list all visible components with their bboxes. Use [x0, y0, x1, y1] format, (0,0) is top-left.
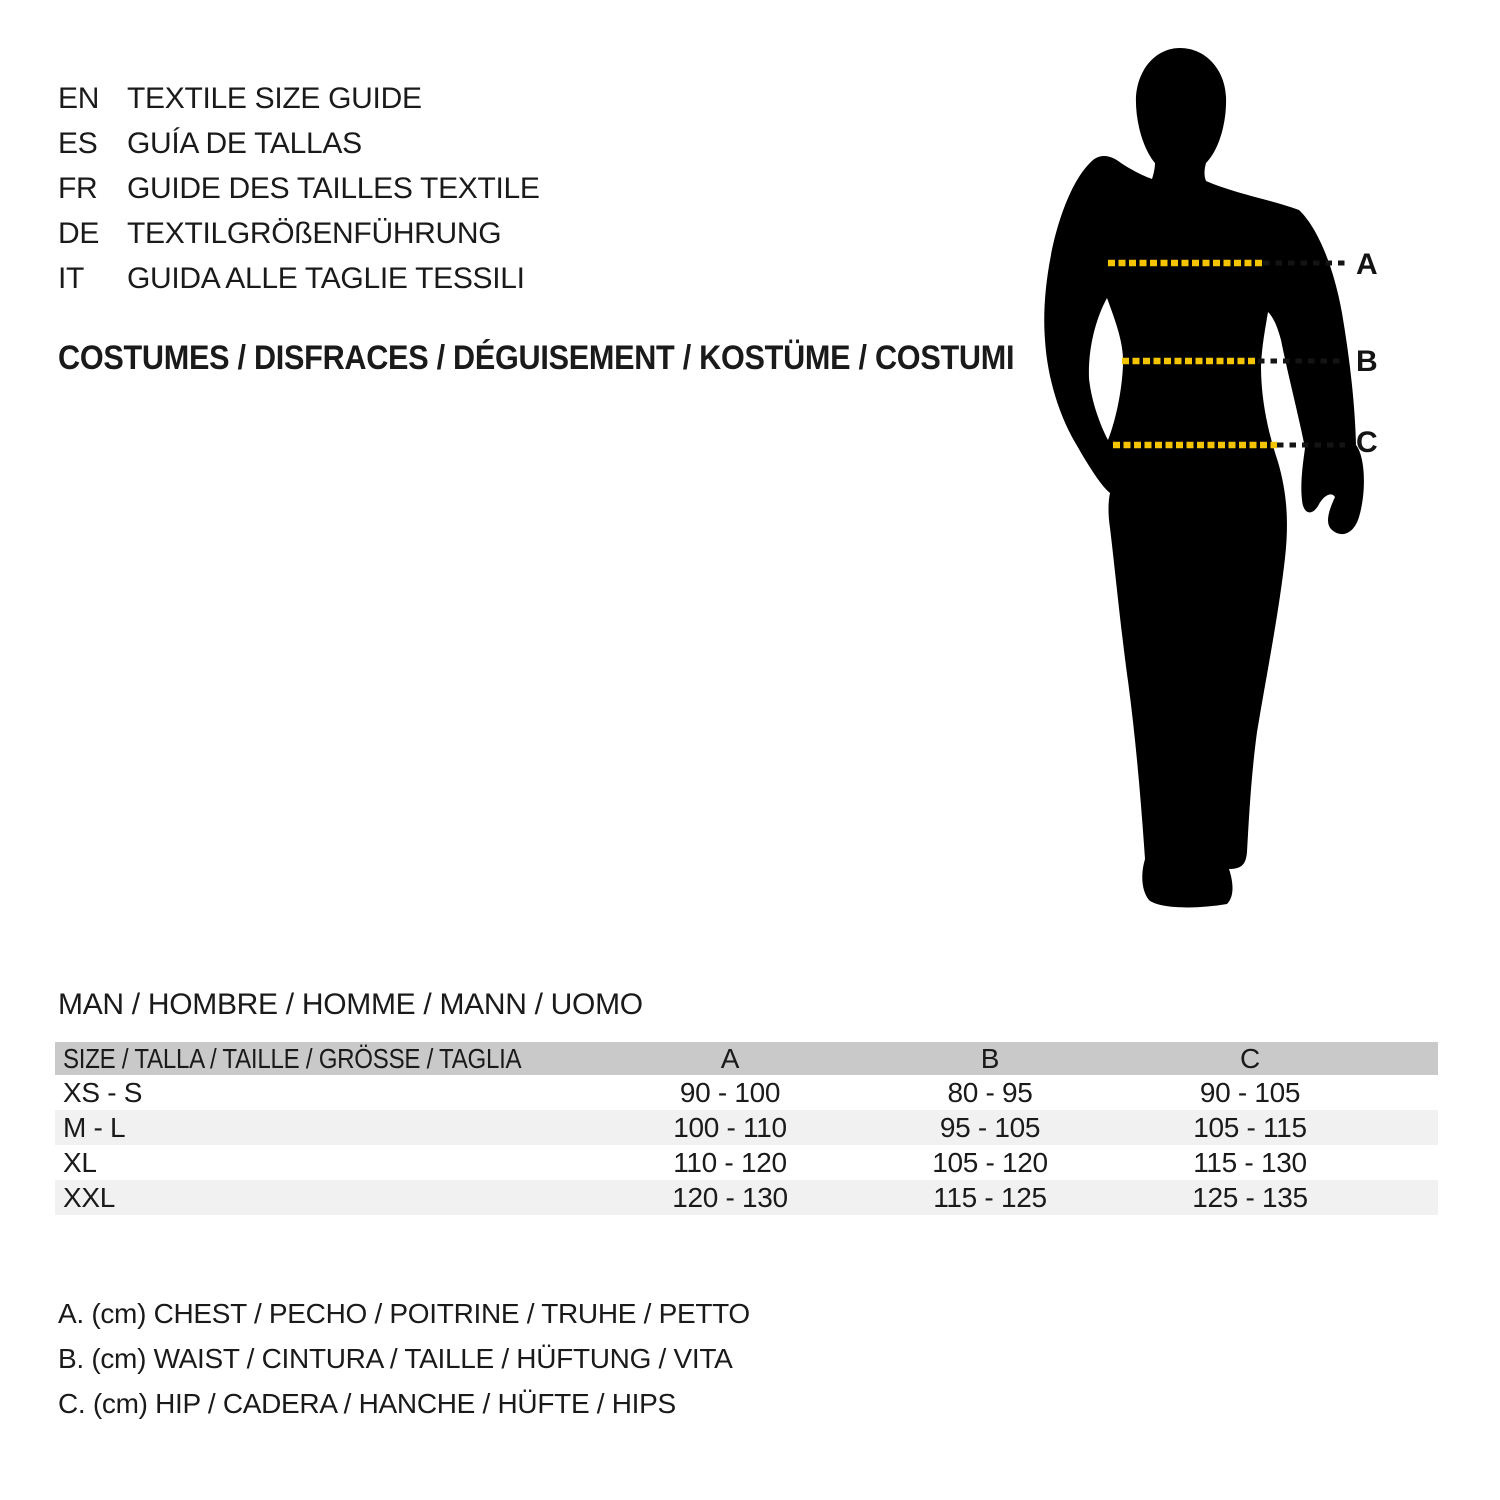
legend-waist-line: B. (cm) WAIST / CINTURA / TAILLE / HÜFTUNG / VITA — [58, 1343, 733, 1374]
value-b-cell: 80 - 95 — [947, 1076, 1033, 1108]
size-cell: M - L — [63, 1111, 126, 1143]
language-row — [58, 211, 540, 256]
man-silhouette-figure — [1000, 30, 1440, 960]
measurement-legend — [58, 1291, 750, 1426]
value-c-cell: 90 - 105 — [1199, 1076, 1301, 1108]
table-row — [55, 1145, 1438, 1180]
value-c-cell: 115 - 130 — [1193, 1146, 1307, 1178]
language-row — [58, 166, 540, 211]
value-a-cell: 120 - 130 — [672, 1181, 788, 1213]
size-cell: XXL — [63, 1181, 116, 1213]
header-col-c: C — [1240, 1042, 1260, 1074]
marker-label-a: A — [1356, 248, 1378, 281]
header-col-b: B — [980, 1042, 1000, 1074]
language-label: TEXTILGRÖßENFÜHRUNG — [127, 217, 502, 250]
value-a-cell: 110 - 120 — [673, 1146, 787, 1178]
legend-chest-line: A. (cm) CHEST / PECHO / POITRINE / TRUHE / PETTO — [58, 1298, 750, 1329]
language-row — [58, 121, 540, 166]
legend-hip-line: C. (cm) HIP / CADERA / HANCHE / HÜFTE / HIPS — [58, 1388, 676, 1419]
value-c-cell: 125 - 135 — [1192, 1181, 1308, 1213]
language-label: GUIDE DES TAILLES TEXTILE — [127, 172, 540, 205]
man-silhouette — [1044, 48, 1364, 907]
value-b-cell: 105 - 120 — [932, 1146, 1048, 1178]
marker-label-b: B — [1356, 345, 1378, 378]
language-row — [58, 76, 540, 121]
size-table-header-row — [55, 1042, 1438, 1075]
value-c-cell: 105 - 115 — [1193, 1111, 1307, 1143]
language-row — [58, 256, 540, 301]
value-b-cell: 95 - 105 — [939, 1111, 1041, 1143]
section-title: MAN / HOMBRE / HOMME / MANN / UOMO — [58, 988, 643, 1021]
language-code: ES — [58, 127, 98, 160]
table-row — [55, 1075, 1438, 1110]
language-code: FR — [58, 172, 98, 205]
table-row — [55, 1180, 1438, 1215]
language-list — [58, 76, 540, 301]
category-title — [58, 340, 1120, 377]
size-cell: XS - S — [63, 1076, 143, 1108]
header-size-cell — [55, 1043, 600, 1075]
value-b-cell: 115 - 125 — [933, 1181, 1047, 1213]
marker-label-c: C — [1356, 426, 1378, 459]
header-col-a: A — [720, 1042, 740, 1074]
language-label: GUIDA ALLE TAGLIE TESSILI — [127, 262, 525, 295]
size-table — [55, 1042, 1438, 1215]
language-label: GUÍA DE TALLAS — [127, 127, 362, 160]
language-label: TEXTILE SIZE GUIDE — [127, 82, 422, 115]
category-title-text: COSTUMES / DISFRACES / DÉGUISEMENT / KOSTÜME / COSTUMI — [58, 339, 1015, 377]
language-code: EN — [58, 82, 100, 115]
value-a-cell: 90 - 100 — [679, 1076, 781, 1108]
header-size-label: SIZE / TALLA / TAILLE / GRÖSSE / TAGLIA — [63, 1042, 522, 1074]
size-cell: XL — [63, 1146, 97, 1178]
table-row — [55, 1110, 1438, 1145]
language-code: DE — [58, 217, 100, 250]
value-a-cell: 100 - 110 — [673, 1111, 787, 1143]
language-code: IT — [58, 262, 85, 295]
